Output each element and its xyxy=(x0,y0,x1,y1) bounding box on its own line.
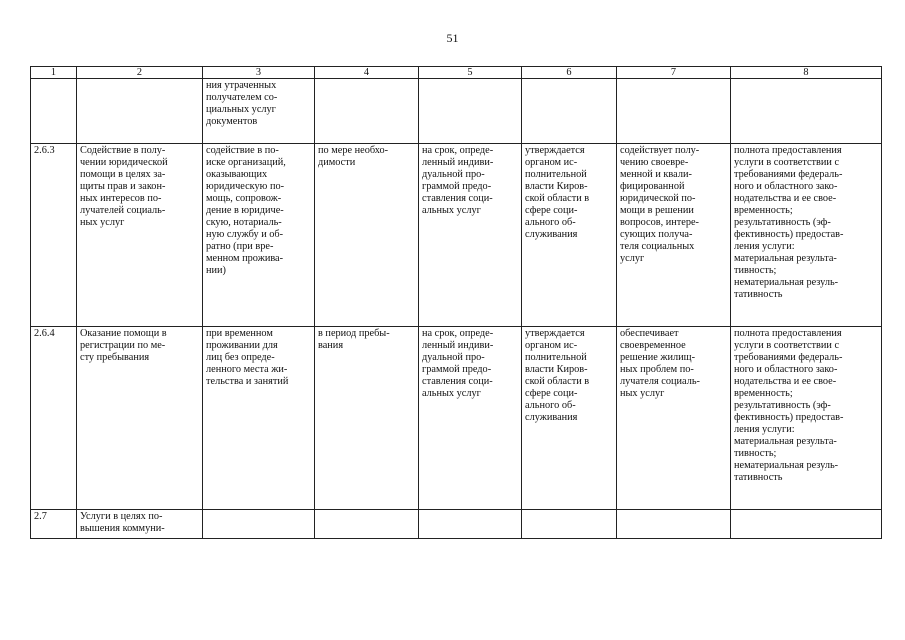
cost-cell: утверждается органом ис- полнительной власти Киров- ской области в сфере соци- ального об- служивания xyxy=(522,327,617,510)
cost-cell: утверждается органом ис- полнительной власти Киров- ской области в сфере соци- ального об- служивания xyxy=(522,144,617,327)
column-header: 7 xyxy=(617,67,731,79)
table-row xyxy=(31,144,882,327)
service-name-cell: Услуги в целях по- вышения коммуни- xyxy=(77,510,203,539)
services-table xyxy=(30,66,882,539)
column-header: 4 xyxy=(315,67,419,79)
service-name-cell: Оказание помощи в регистрации по ме- сту пребывания xyxy=(77,327,203,510)
service-name-cell: Содействие в полу- чении юридической помощи в целях за- щиты прав и закон- ных интересов по- лучателей социаль- ных услуг xyxy=(77,144,203,327)
quality-cell xyxy=(617,79,731,144)
service-description-cell: при временном проживании для лиц без опреде- ленного места жи- тельства и занятий xyxy=(203,327,315,510)
quality-cell: обеспечивает своевременное решение жилищ- ных проблем по- лучателя социаль- ных услуг xyxy=(617,327,731,510)
row-number-cell: 2.6.4 xyxy=(31,327,77,510)
frequency-cell xyxy=(315,79,419,144)
term-cell xyxy=(419,79,522,144)
frequency-cell xyxy=(315,510,419,539)
evaluation-cell xyxy=(731,510,882,539)
term-cell: на срок, опреде- ленный индиви- дуальной про- граммой предо- ставления соци- альных услуг xyxy=(419,144,522,327)
column-header: 2 xyxy=(77,67,203,79)
column-header: 5 xyxy=(419,67,522,79)
column-header: 6 xyxy=(522,67,617,79)
column-header: 8 xyxy=(731,67,882,79)
evaluation-cell xyxy=(731,79,882,144)
cost-cell xyxy=(522,79,617,144)
quality-cell: содействует полу- чению своевре- менной и квали- фицированной юридической по- мощи в решении вопросов, интере- сующих получа- теля социальных услуг xyxy=(617,144,731,327)
table-header-row xyxy=(31,67,882,79)
table-row xyxy=(31,79,882,144)
service-name-cell xyxy=(77,79,203,144)
evaluation-cell: полнота предоставления услуги в соответствии с требованиями федераль- ного и областного зако- нодательства и ее свое- временность; результативность (эф- фективность) предостав- ления услуги: материальная результа- тивность; нематериальная резуль- тативность xyxy=(731,144,882,327)
row-number-cell: 2.7 xyxy=(31,510,77,539)
service-description-cell: содействие в по- иске организаций, оказывающих юридическую по- мощь, сопровож- дение в юридиче- скую, нотариаль- ную службу и об- ратно (при вре- менном прожива- нии) xyxy=(203,144,315,327)
table-row xyxy=(31,327,882,510)
column-header: 3 xyxy=(203,67,315,79)
row-number-cell: 2.6.3 xyxy=(31,144,77,327)
row-number-cell xyxy=(31,79,77,144)
cost-cell xyxy=(522,510,617,539)
term-cell xyxy=(419,510,522,539)
frequency-cell: по мере необхо- димости xyxy=(315,144,419,327)
term-cell: на срок, опреде- ленный индиви- дуальной про- граммой предо- ставления соци- альных услуг xyxy=(419,327,522,510)
quality-cell xyxy=(617,510,731,539)
evaluation-cell: полнота предоставления услуги в соответствии с требованиями федераль- ного и областного зако- нодательства и ее свое- временность; результативность (эф- фективность) предостав- ления услуги: материальная результа- тивность; нематериальная резуль- тативность xyxy=(731,327,882,510)
column-header: 1 xyxy=(31,67,77,79)
page-number: 51 xyxy=(446,31,459,45)
frequency-cell: в период пребы- вания xyxy=(315,327,419,510)
service-description-cell xyxy=(203,510,315,539)
table-row xyxy=(31,510,882,539)
service-description-cell: ния утраченных получателем со- циальных услуг документов xyxy=(203,79,315,144)
